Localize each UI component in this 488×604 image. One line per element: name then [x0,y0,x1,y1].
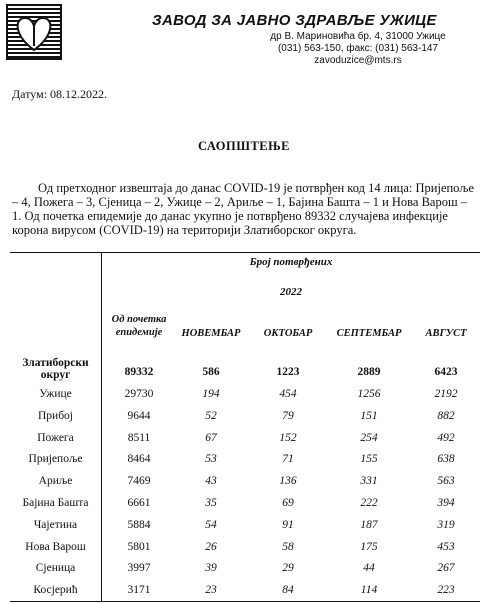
month-value: 2192 [434,388,458,400]
institution-phones: (031) 563-150, факс: (031) 563-147 [277,43,439,54]
month-value: 194 [202,388,220,400]
month-value: 223 [437,584,455,597]
municipality-name: Пријепоље [28,453,83,466]
month-value: 91 [282,518,294,531]
table-row [10,410,480,430]
month-value: 39 [205,562,217,575]
month-value: 331 [360,475,378,488]
table-row [10,432,480,452]
municipality-name: Ужице [39,388,72,400]
table-row [10,497,480,517]
municipality-name: Чајетина [33,518,78,531]
month-header: НОВЕМБАР [181,328,241,339]
since-start-header: Од почетка епидемије [111,314,167,338]
since-start-value: 29730 [124,388,154,400]
municipality-name: Косјерић [33,584,78,597]
month-value: 453 [437,540,455,553]
month-value: 71 [282,453,294,466]
table-row [10,519,480,539]
group-header: Број потврђених [249,256,333,268]
announcement-paragraph: Од претходног извештаја до данас COVID-19 је потврђен код 14 лица: Пријепоље – 4, Пожега – 3, Сјеница – 2, Ужице – 2, Ариље – 1, Бајина Башта – 1 и Нова Варош – 1. Од почетка епидемије до данас укупно је потврђено 89332 случајева инфекције корона вирусом (COVID-19) на територији Златиборског округа. [12,181,475,237]
month-value: 1223 [276,366,300,378]
month-value: 152 [279,431,297,444]
table-row [10,562,480,582]
month-value: 1256 [357,388,381,400]
institute-logo [6,4,62,60]
since-start-value: 8511 [127,431,151,444]
month-value: 69 [282,497,294,509]
month-value: 6423 [434,366,458,378]
municipality-name: Ариље [38,475,73,488]
since-start-value: 5884 [127,518,151,531]
month-value: 319 [437,518,455,531]
month-value: 84 [282,584,294,597]
month-value: 44 [363,562,375,575]
month-value: 23 [205,584,217,597]
month-value: 222 [360,497,378,509]
month-value: 267 [437,562,455,575]
month-value: 454 [279,388,297,400]
table-row [10,475,480,495]
month-value: 563 [437,475,455,488]
month-value: 29 [282,562,294,575]
month-value: 187 [360,518,378,531]
month-value: 79 [282,409,294,422]
month-value: 114 [360,584,378,597]
month-value: 67 [205,431,217,444]
municipality-name: Пожега [37,431,74,444]
month-value: 26 [205,540,217,553]
table-row [10,541,480,561]
month-value: 43 [205,475,217,488]
since-start-value: 8464 [127,453,151,466]
table-row [10,453,480,473]
table-row-total [10,357,480,386]
table-row [10,388,480,408]
heart-emblem-icon [8,6,60,58]
month-value: 155 [360,453,378,466]
document-title: САОПШТЕЊЕ [197,139,291,153]
month-value: 492 [437,431,455,444]
district-name: Златиборски округ [22,357,89,381]
since-start-value: 3997 [127,562,151,575]
document-date: Датум: 08.12.2022. [12,87,108,101]
since-start-value: 3171 [127,584,151,597]
table-row [10,584,480,604]
month-header: АВГУСТ [425,328,467,339]
month-value: 394 [437,497,455,509]
year-header: 2022 [280,286,302,298]
month-value: 2889 [357,366,381,378]
month-value: 882 [437,409,455,422]
month-value: 638 [437,453,455,466]
month-value: 175 [360,540,378,553]
since-start-value: 7469 [127,475,151,488]
month-value: 54 [205,518,217,531]
municipality-name: Бајина Башта [22,497,89,509]
municipality-name: Сјеница [35,562,76,575]
municipality-name: Нова Варош [25,540,86,553]
since-start-value: 5801 [127,540,151,553]
month-value: 136 [279,475,297,488]
institution-email[interactable]: zavoduzice@mts.rs [314,55,402,66]
month-header: ОКТОБАР [263,328,313,339]
month-value: 586 [202,366,220,378]
since-start-value: 6661 [127,497,151,509]
letterhead [6,4,482,74]
municipality-name: Прибој [37,409,73,422]
since-start-value: 89332 [124,366,154,378]
month-value: 254 [360,431,378,444]
month-value: 52 [205,409,217,422]
month-value: 58 [282,540,294,553]
month-header: СЕПТЕМБАР [336,328,402,339]
institution-name: ЗАВОД ЗА ЈАВНО ЗДРАВЉЕ УЖИЦЕ [152,12,437,29]
month-value: 151 [360,409,378,422]
institution-address: др В. Мариновића бр. 4, 31000 Ужице [270,31,446,42]
month-value: 35 [205,497,217,509]
since-start-value: 9644 [127,409,151,422]
month-value: 53 [205,453,217,466]
cases-table [10,252,480,602]
